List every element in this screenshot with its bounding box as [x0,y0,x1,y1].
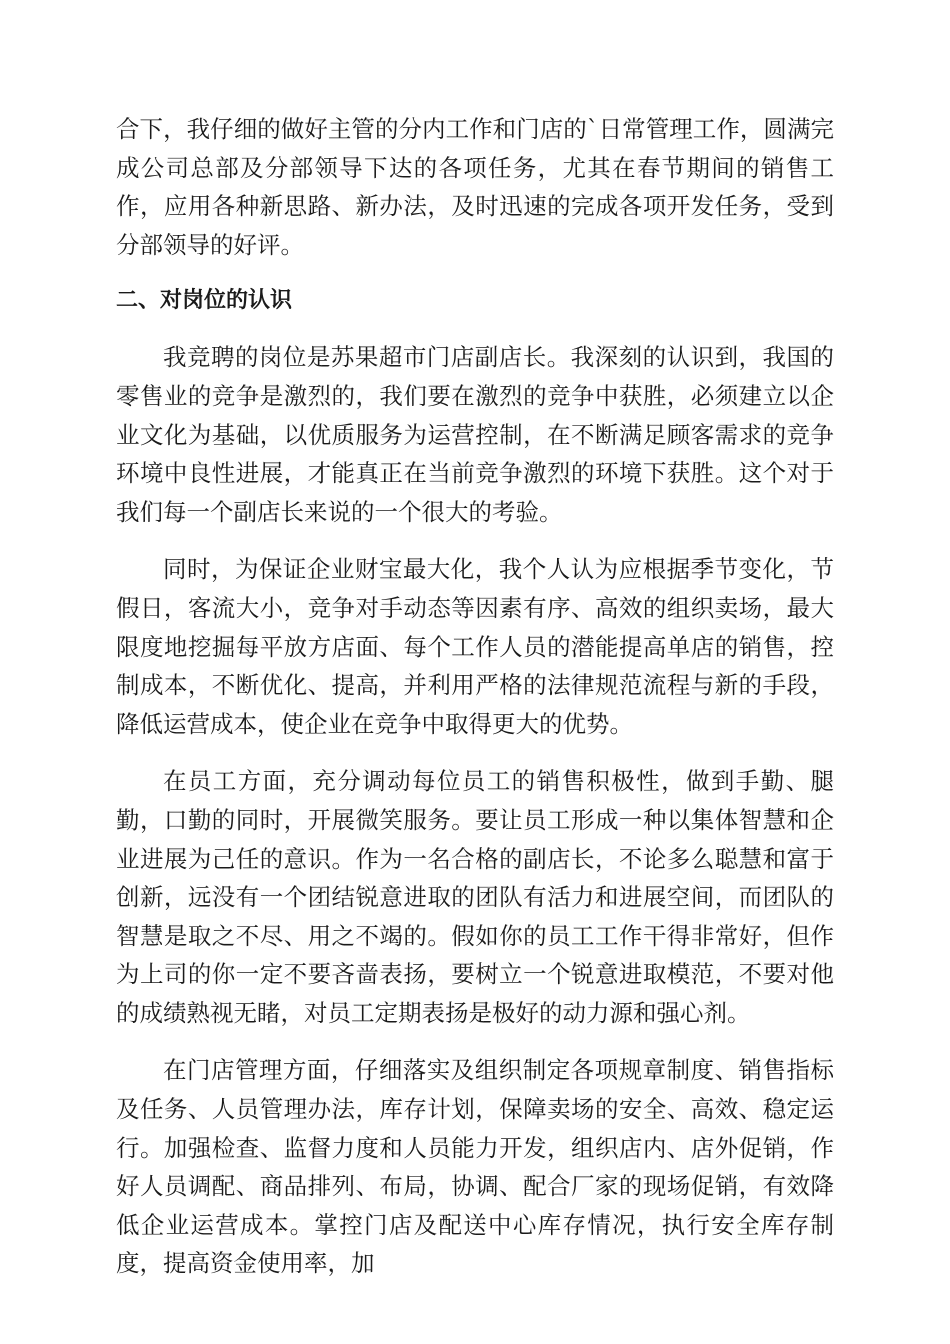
paragraph-position: 我竞聘的岗位是苏果超市门店副店长。我深刻的认识到，我国的零售业的竞争是激烈的，我们要在激烈的竞争中获胜，必须建立以企业文化为基础，以优质服务为运营控制，在不断满足顾客需求的竞争环境中良性进展，才能真正在当前竞争激烈的环境下获胜。这个对于我们每一个副店长来说的一个很大的考验。 [116,343,834,526]
paragraph-store-management: 在门店管理方面，仔细落实及组织制定各项规章制度、销售指标及任务、人员管理办法，库存计划，保障卖场的安全、高效、稳定运行。加强检查、监督力度和人员能力开发，组织店内、店外促销，作好人员调配、商品排列、布局，协调、配合厂家的现场促销，有效降低企业运营成本。掌控门店及配送中心库存情况，执行安全库存制度，提高资金使用率，加 [116,1056,834,1278]
paragraph-profit: 同时，为保证企业财宝最大化，我个人认为应根据季节变化，节假日，客流大小，竞争对手动态等因素有序、高效的组织卖场，最大限度地挖掘每平放方店面、每个工作人员的潜能提高单店的销售，控制成本，不断优化、提高，并利用严格的法律规范流程与新的手段，降低运营成本，使企业在竞争中取得更大的优势。 [116,555,834,738]
document-body [116,110,834,1283]
section-heading: 二、对岗位的认识 [116,288,293,314]
paragraph-staff: 在员工方面，充分调动每位员工的销售积极性，做到手勤、腿勤，口勤的同时，开展微笑服务。要让员工形成一种以集体智慧和企业进展为己任的意识。作为一名合格的副店长，不论多么聪慧和富于创新，远没有一个团结锐意进取的团队有活力和进展空间，而团队的智慧是取之不尽、用之不竭的。假如你的员工工作干得非常好，但作为上司的你一定不要吝啬表扬，要树立一个锐意进取模范，不要对他的成绩熟视无睹，对员工定期表扬是极好的动力源和强心剂。 [116,767,834,1027]
paragraph-intro-continuation: 合下，我仔细的做好主管的分内工作和门店的`日常管理工作，圆满完成公司总部及分部领导下达的各项任务，尤其在春节期间的销售工作，应用各种新思路、新办法，及时迅速的完成各项开发任务，受到分部领导的好评。 [116,115,834,259]
